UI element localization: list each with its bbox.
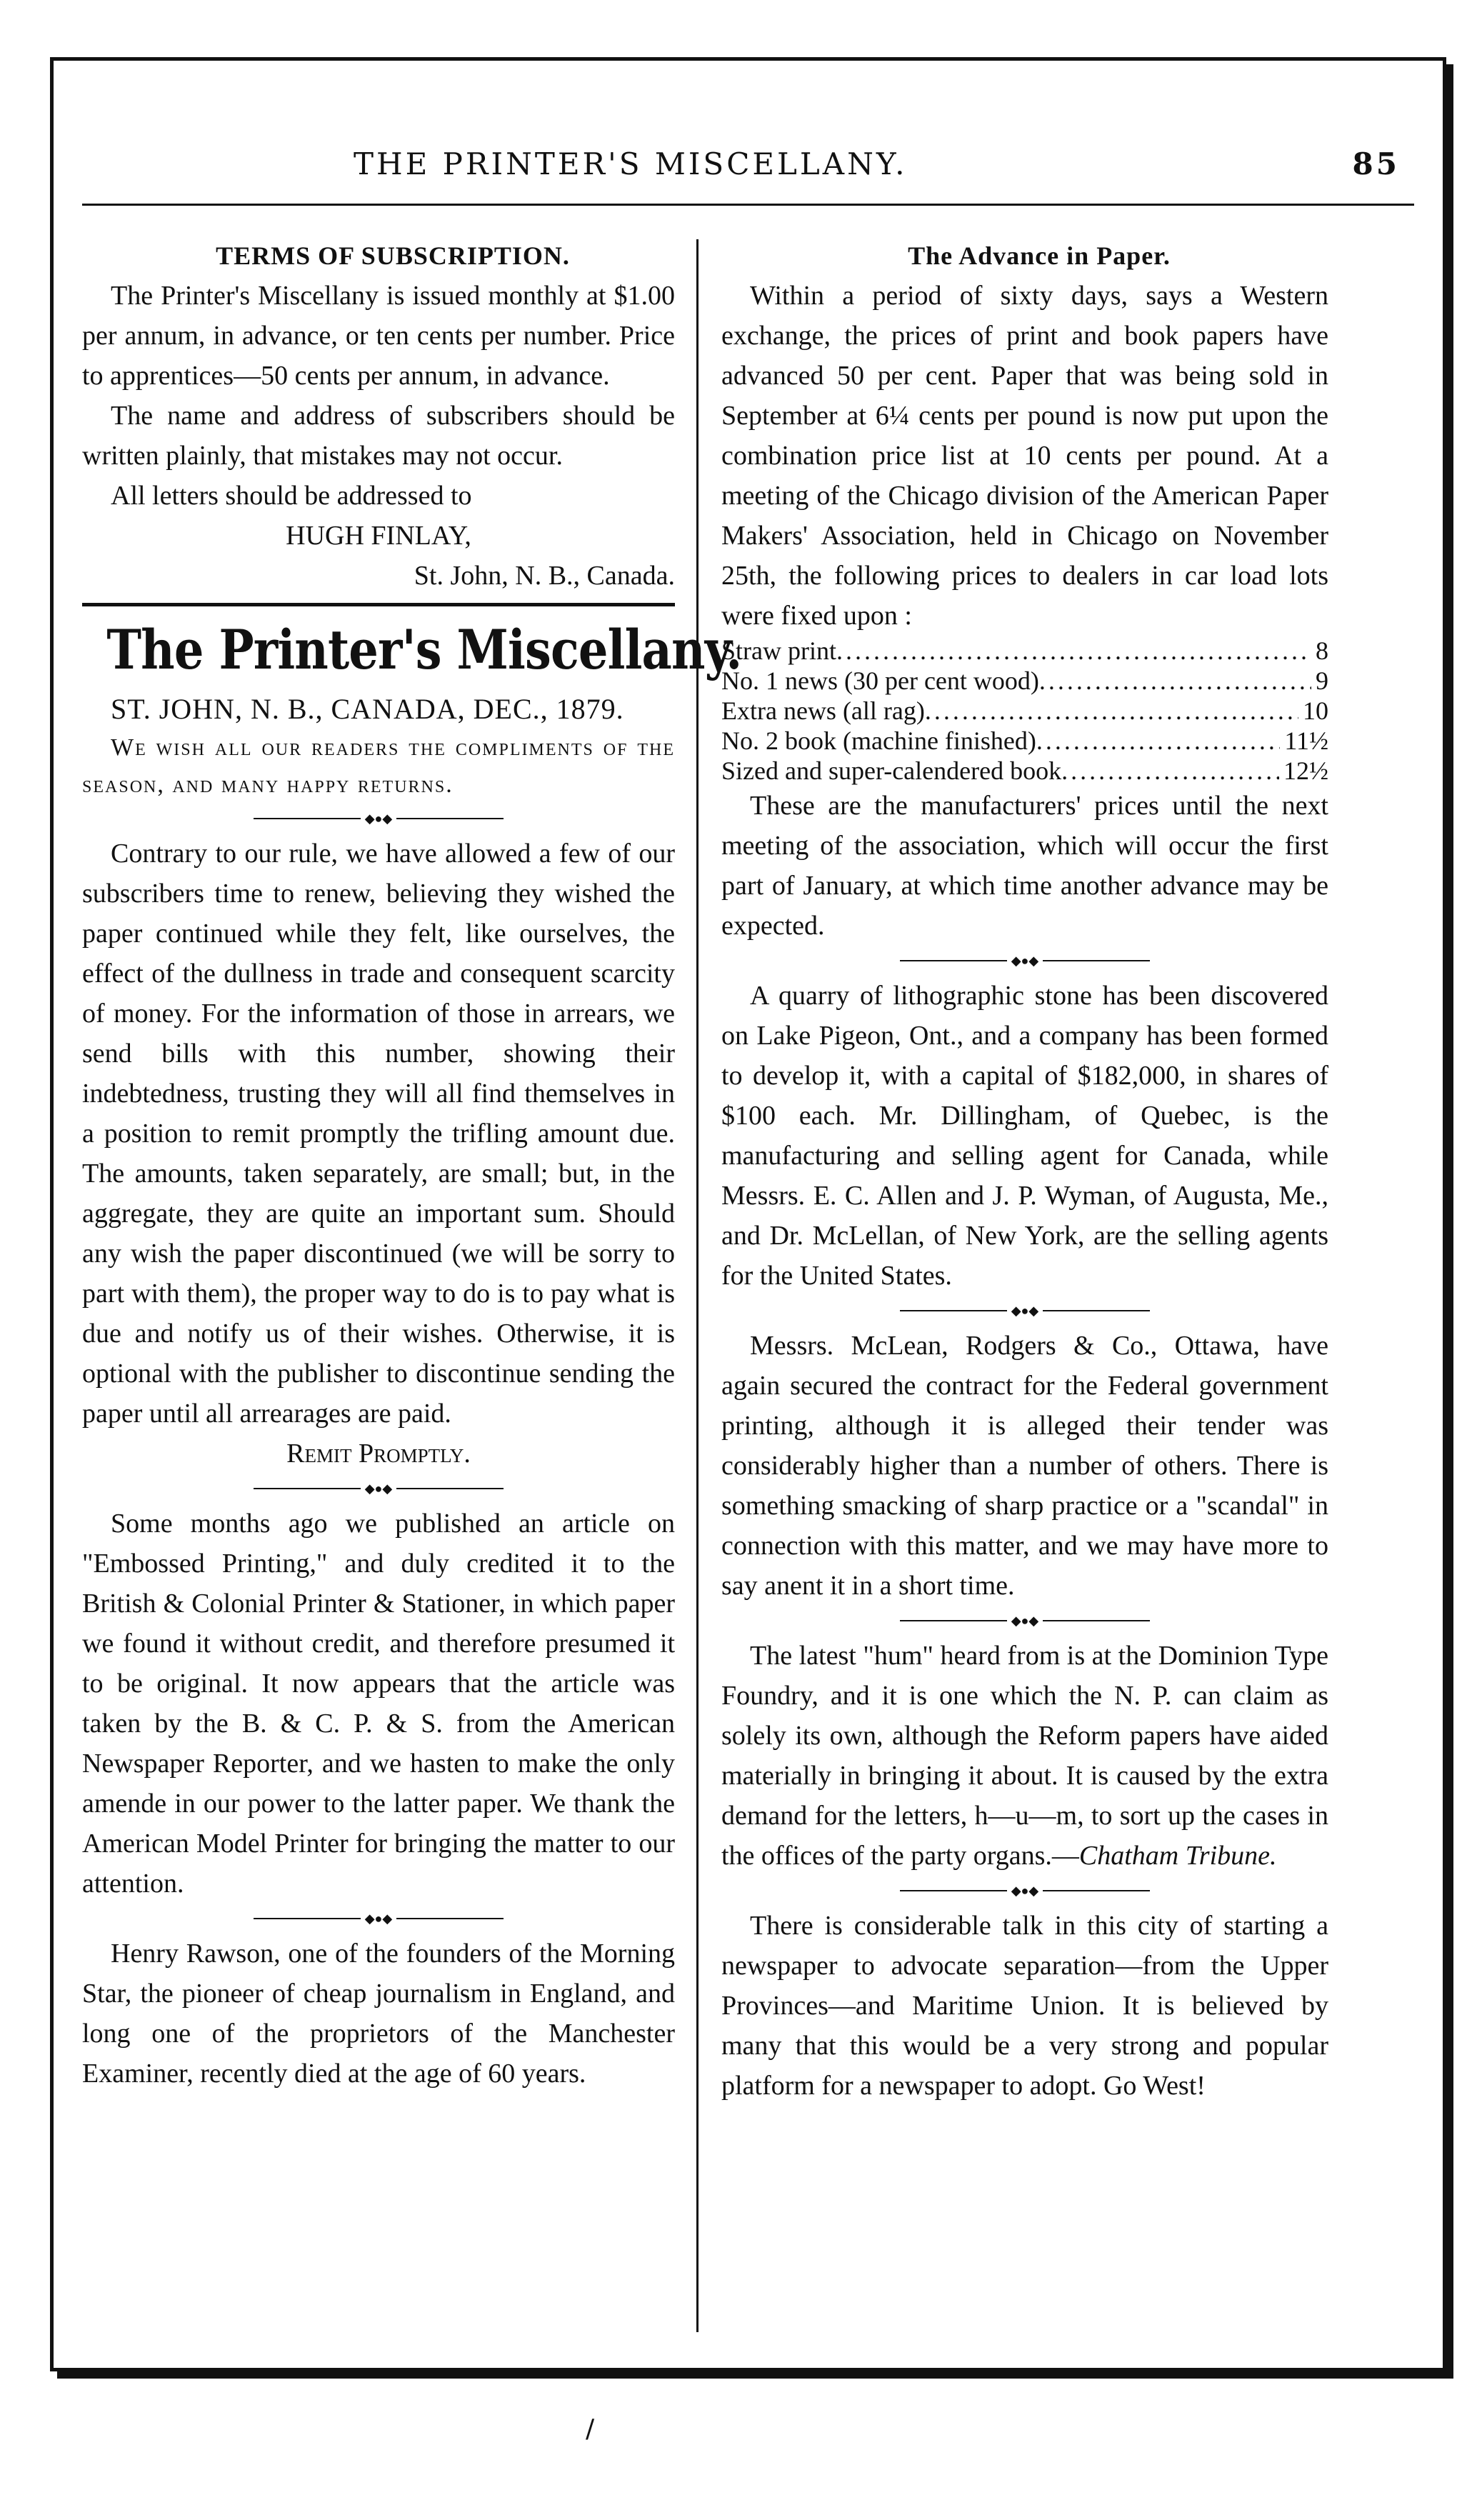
price-row: No. 2 book (machine finished) ..... 11½ — [721, 726, 1328, 756]
advance-article-body: Within a period of sixty days, says a Western exchange, the prices of print and book papers have advanced 50 per cent. Paper that was being sold in September at 6¼ cents per pound is now put upon the combination price list at 10 cents per pound. At a meeting of the Chicago division of the American Paper Makers' Association, held in Chicago on November 25th, the following prices to dealers in car load lots were fixed upon : — [721, 281, 1328, 631]
hum-article-text: The latest "hum" heard from is at the Dominion Type Foundry, and it is one which the N. P. can claim as solely its own, although the Reform papers have aided materially in bringing it about. It is caused by the extra demand for the letters, h—u—m, to sort up the cases in the offices of the party organs.— — [721, 1641, 1328, 1871]
quarry-article-body: A quarry of lithographic stone has been discovered on Lake Pigeon, Ont., and a company has been formed to develop it, with a capital of $182,000, in shares of $100 each. Mr. Dillingham, of Quebec, is the manufacturing and selling agent for Canada, while Messrs. E. C. Allen and J. P. Wyman, of Augusta, Me., and Dr. McLellan, of New York, are the selling agents for the United States. — [721, 981, 1328, 1291]
addressee-location: St. John, N. B., Canada. — [414, 561, 675, 591]
newspaper-page — [50, 57, 1446, 2371]
hum-article-body — [721, 1636, 1328, 1876]
mclean-article-body: Messrs. McLean, Rodgers & Co., Ottawa, have again secured the contract for the Federal government printing, although it is alleged their tender was considerably higher than a number of others. There is something smacking of sharp practice or a "scandal" in connection with this matter, and we may have more to say anent it in a short time. — [721, 1331, 1328, 1601]
advance-heading: The Advance in Paper. — [908, 241, 1171, 270]
section-separator: ◆●◆ — [82, 1478, 675, 1499]
right-column — [721, 236, 1328, 2106]
price-row: Sized and super-calendered book ..... 12½ — [721, 756, 1328, 786]
running-head — [54, 146, 1443, 196]
price-row: Extra news (all rag) ..... 10 — [721, 696, 1328, 726]
stray-pen-mark: / — [586, 2414, 595, 2444]
section-separator: ◆●◆ — [721, 950, 1328, 971]
separation-article-body: There is considerable talk in this city of starting a newspaper to advocate separation—from the Upper Provinces—and Maritime Union. It is believed by many that this would be a very strong and popular platform for a newspaper to adopt. Go West! — [721, 1911, 1328, 2101]
season-greeting: We wish all our readers the compliments of the season, and many happy returns. — [82, 734, 675, 798]
section-separator: ◆●◆ — [721, 1880, 1328, 1901]
price-list — [721, 636, 1328, 786]
header-rule — [82, 204, 1414, 206]
terms-paragraph-letters: All letters should be addressed to — [111, 481, 472, 511]
remit-article-heading: Remit Promptly. — [286, 1439, 471, 1469]
rawson-article-body: Henry Rawson, one of the founders of the Morning Star, the pioneer of cheap journalism in England, and long one of the proprietors of the Manchester Examiner, recently died at the age of 60 years. — [82, 1939, 675, 2089]
dateline: ST. JOHN, N. B., CANADA, DEC., 1879. — [111, 693, 624, 725]
embossed-article-body: Some months ago we published an article on "Embossed Printing," and duly credited it to the British & Colonial Printer & Stationer, in which paper we found it without credit, and therefore presumed it to be original. It now appears that the article was taken by the B. & C. P. & S. from the American Newspaper Reporter, and we hasten to make the only amende in our power to the latter paper. We thank the American Model Printer for bringing the matter to our attention. — [82, 1509, 675, 1899]
section-separator: ◆●◆ — [82, 808, 675, 829]
price-row: No. 1 news (30 per cent wood) ..... 9 — [721, 666, 1328, 696]
addressee-name: HUGH FINLAY, — [286, 521, 471, 551]
advance-article-closing: These are the manufacturers' prices until the next meeting of the association, which will occur the first part of January, at which time another advance may be expected. — [721, 791, 1328, 941]
masthead-rule — [82, 603, 675, 606]
column-divider — [696, 239, 699, 2332]
remit-article-body: Contrary to our rule, we have allowed a few of our subscribers time to renew, believing they wished the paper continued while they felt, like ourselves, the effect of the dullness in trade and consequent scarcity of money. For the information of those in arrears, we send bills with this number, showing their indebtedness, trusting they will all find themselves in a position to remit promptly the trifling amount due. The amounts, taken separately, are small; but, in the aggregate, they are quite an important sum. Should any wish the paper discontinued (we will be sorry to part with them), the proper way to do is to pay what is due and notify us of their wishes. Otherwise, it is optional with the publisher to discontinue sending the paper until all arrearages are paid. — [82, 839, 675, 1429]
terms-paragraph: The Printer's Miscellany is issued monthly at $1.00 per annum, in advance, or ten cents per number. Price to apprentices—50 cents per annum, in advance. — [82, 281, 675, 391]
section-separator: ◆●◆ — [82, 1908, 675, 1929]
left-column — [82, 236, 742, 2094]
terms-heading: TERMS OF SUBSCRIPTION. — [216, 241, 570, 270]
section-separator: ◆●◆ — [721, 1610, 1328, 1631]
section-separator: ◆●◆ — [721, 1300, 1328, 1321]
page-number: 85 — [1352, 146, 1400, 181]
terms-paragraph-names: The name and address of subscribers should be written plainly, that mistakes may not occur. — [82, 401, 675, 471]
masthead: The Printer's Miscellany. — [106, 618, 742, 681]
running-head-title: THE PRINTER'S MISCELLANY. — [354, 146, 908, 181]
hum-article-source: Chatham Tribune. — [1078, 1841, 1277, 1871]
price-row: Straw print ..... 8 — [721, 636, 1328, 666]
